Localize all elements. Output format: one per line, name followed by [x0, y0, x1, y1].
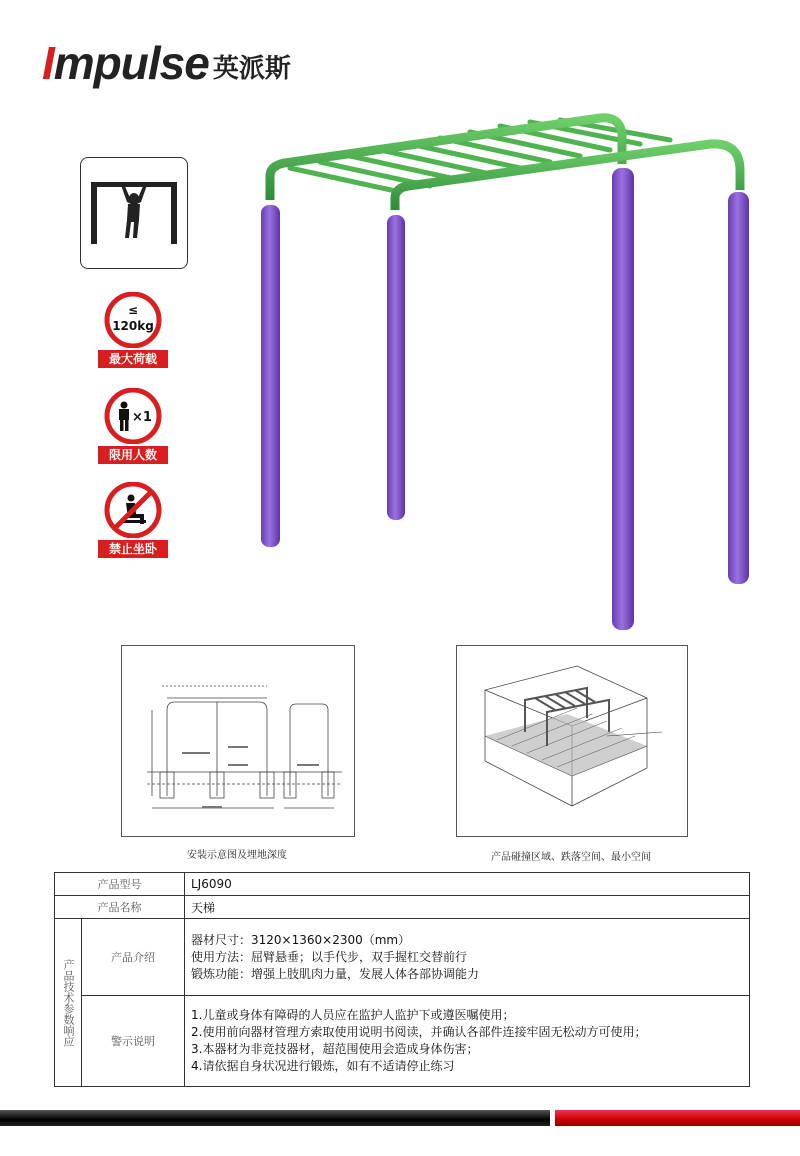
monkey-bars-illustration: [250, 110, 770, 640]
installation-drawing: [121, 645, 355, 837]
no-sitting-label: 禁止坐卧: [98, 540, 168, 558]
user-limit-label: 限用人数: [98, 446, 168, 464]
installation-schematic: [122, 646, 354, 836]
max-load-sign: [98, 292, 168, 368]
brand-logo: [42, 38, 291, 88]
safety-zone-schematic: [457, 646, 687, 836]
max-load-value: 120kg: [112, 319, 154, 333]
max-load-symbol: ≤: [127, 303, 139, 317]
footer-bar-black: [0, 1110, 550, 1126]
no-sitting-sign: [98, 482, 168, 558]
warning-line: 1.儿童或身体有障碍的人员应在监护人监护下或遵医嘱使用；: [191, 1008, 515, 1022]
intro-text: [185, 919, 750, 996]
spec-row-name: [55, 896, 750, 919]
warning-line: 2.使用前向器材管理方索取使用说明书阅读，并确认各部件连接牢固无松动方可使用；: [191, 1025, 647, 1039]
user-limit-sign: [98, 388, 168, 464]
warning-label: 警示说明: [82, 996, 185, 1087]
name-label: 产品名称: [55, 896, 185, 919]
intro-line: 器材尺寸：3120×1360×2300（mm）: [191, 932, 411, 947]
no-sitting-icon: [98, 482, 168, 538]
warning-text: [185, 996, 750, 1087]
user-limit-icon: [98, 388, 168, 444]
usage-pictogram: [80, 157, 188, 269]
safety-zone-caption: 产品碰撞区域、跌落空间、最小空间: [491, 852, 651, 863]
intro-line: 锻炼功能：增强上肢肌肉力量，发展人体各部协调能力: [191, 966, 480, 981]
hanging-person-icon: [81, 158, 187, 268]
footer-bar-red: [555, 1110, 800, 1126]
spec-table: [54, 872, 750, 1087]
spec-row-model: [55, 873, 750, 896]
warning-line: 4.请依据自身状况进行锻炼，如有不适请停止练习: [191, 1059, 455, 1073]
max-load-label: 最大荷载: [98, 350, 168, 368]
model-label: 产品型号: [55, 873, 185, 896]
intro-line: 使用方法：屈臂悬垂；以手代步，双手握杠交替前行: [191, 949, 468, 964]
section-label: 产品技术参数响应: [55, 919, 82, 1087]
spec-row-warning: [55, 996, 750, 1087]
brand-name-cn: 英派斯: [212, 53, 291, 84]
intro-label: 产品介绍: [82, 919, 185, 996]
installation-caption: 安装示意图及埋地深度: [187, 850, 287, 861]
max-load-icon: [98, 292, 168, 348]
model-value: LJ6090: [185, 873, 750, 896]
brand-name-en: Impulse: [42, 37, 209, 89]
spec-row-intro: [55, 919, 750, 996]
warning-line: 3.本器材为非竞技器材，超范围使用会造成身体伤害；: [191, 1042, 479, 1056]
user-limit-value: ×1: [132, 410, 152, 425]
name-value: 天梯: [185, 896, 750, 919]
safety-zone-drawing: [456, 645, 688, 837]
